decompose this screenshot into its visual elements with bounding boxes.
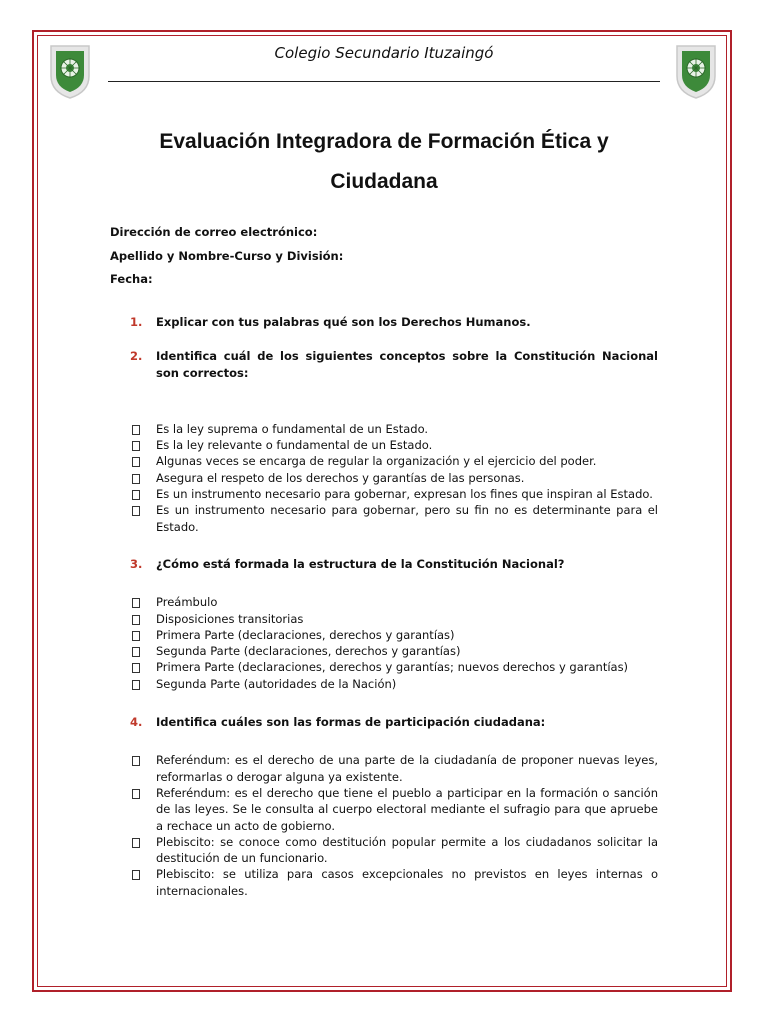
field-date-label: Fecha: <box>110 272 153 286</box>
student-fields <box>110 224 343 295</box>
school-crest-logo-left <box>48 42 92 100</box>
option-item[interactable]: Es un instrumento necesario para gobernar, expresan los fines que inspiran al Estado. <box>110 486 658 502</box>
option-item[interactable]: Disposiciones transitorias <box>110 611 658 627</box>
checkbox-icon[interactable] <box>110 453 156 469</box>
school-crest-logo-right <box>674 42 718 100</box>
title-line-1: Evaluación Integradora de Formación Ética y <box>159 130 609 153</box>
school-name: Colegio Secundario Ituzaingó <box>274 44 494 62</box>
checkbox-icon[interactable] <box>110 834 156 867</box>
checkbox-icon[interactable] <box>110 437 156 453</box>
option-item[interactable]: Es un instrumento necesario para gobernar, pero su fin no es determinante para el Estado. <box>110 502 658 535</box>
option-item[interactable]: Asegura el respeto de los derechos y garantías de las personas. <box>110 470 658 486</box>
title-line-2: Ciudadana <box>330 170 438 193</box>
checkbox-icon[interactable] <box>110 676 156 692</box>
option-item[interactable]: Referéndum: es el derecho que tiene el pueblo a participar en la formación o sanción de las leyes. Se le consulta al cuerpo electoral mediante el sufragio para que apruebe a rechace un acto de gobierno. <box>110 785 658 834</box>
option-item[interactable]: Es la ley relevante o fundamental de un Estado. <box>110 437 658 453</box>
option-item[interactable]: Referéndum: es el derecho de una parte de la ciudadanía de proponer nuevas leyes, reformarlas o derogar alguna ya existente. <box>110 752 658 785</box>
checkbox-icon[interactable] <box>110 470 156 486</box>
question-number: 4. <box>130 715 143 730</box>
question-4-options <box>110 752 658 899</box>
question-1 <box>110 314 658 330</box>
checkbox-icon[interactable] <box>110 752 156 785</box>
question-2-options <box>110 421 658 535</box>
option-item[interactable]: Algunas veces se encarga de regular la organización y el ejercicio del poder. <box>110 453 658 469</box>
checkbox-icon[interactable] <box>110 627 156 643</box>
checkbox-icon[interactable] <box>110 611 156 627</box>
question-text: Identifica cuál de los siguientes conceptos sobre la Constitución Nacional son correctos: <box>156 349 658 380</box>
question-text: ¿Cómo está formada la estructura de la Constitución Nacional? <box>156 556 565 571</box>
questions-section <box>110 314 658 899</box>
question-3 <box>110 556 658 572</box>
question-number: 1. <box>130 315 143 329</box>
option-item[interactable]: Segunda Parte (declaraciones, derechos y garantías) <box>110 643 658 659</box>
header-divider <box>108 81 660 82</box>
checkbox-icon[interactable] <box>110 502 156 535</box>
checkbox-icon[interactable] <box>110 866 156 899</box>
field-email-label: Dirección de correo electrónico: <box>110 225 318 239</box>
option-item[interactable]: Plebiscito: se utiliza para casos excepcionales no previstos en leyes internas o internacionales. <box>110 866 658 899</box>
option-item[interactable]: Primera Parte (declaraciones, derechos y garantías) <box>110 627 658 643</box>
checkbox-icon[interactable] <box>110 421 156 437</box>
question-4 <box>110 714 658 730</box>
question-number: 3. <box>130 556 143 571</box>
question-3-options <box>110 594 658 692</box>
question-number: 2. <box>130 349 143 364</box>
field-name-course-label: Apellido y Nombre-Curso y División: <box>110 248 344 263</box>
checkbox-icon[interactable] <box>110 486 156 502</box>
question-text: Explicar con tus palabras qué son los Derechos Humanos. <box>156 315 531 329</box>
option-item[interactable]: Segunda Parte (autoridades de la Nación) <box>110 676 658 692</box>
checkbox-icon[interactable] <box>110 594 156 610</box>
question-2 <box>110 348 658 381</box>
question-text: Identifica cuáles son las formas de participación ciudadana: <box>156 715 546 730</box>
checkbox-icon[interactable] <box>110 659 156 675</box>
checkbox-icon[interactable] <box>110 643 156 659</box>
option-item[interactable]: Plebiscito: se conoce como destitución popular permite a los ciudadanos solicitar la destitución de un funcionario. <box>110 834 658 867</box>
document-title <box>110 122 658 202</box>
checkbox-icon[interactable] <box>110 785 156 834</box>
option-item[interactable]: Primera Parte (declaraciones, derechos y garantías; nuevos derechos y garantías) <box>110 659 658 675</box>
option-item[interactable]: Es la ley suprema o fundamental de un Estado. <box>110 421 658 437</box>
option-item[interactable]: Preámbulo <box>110 594 658 610</box>
